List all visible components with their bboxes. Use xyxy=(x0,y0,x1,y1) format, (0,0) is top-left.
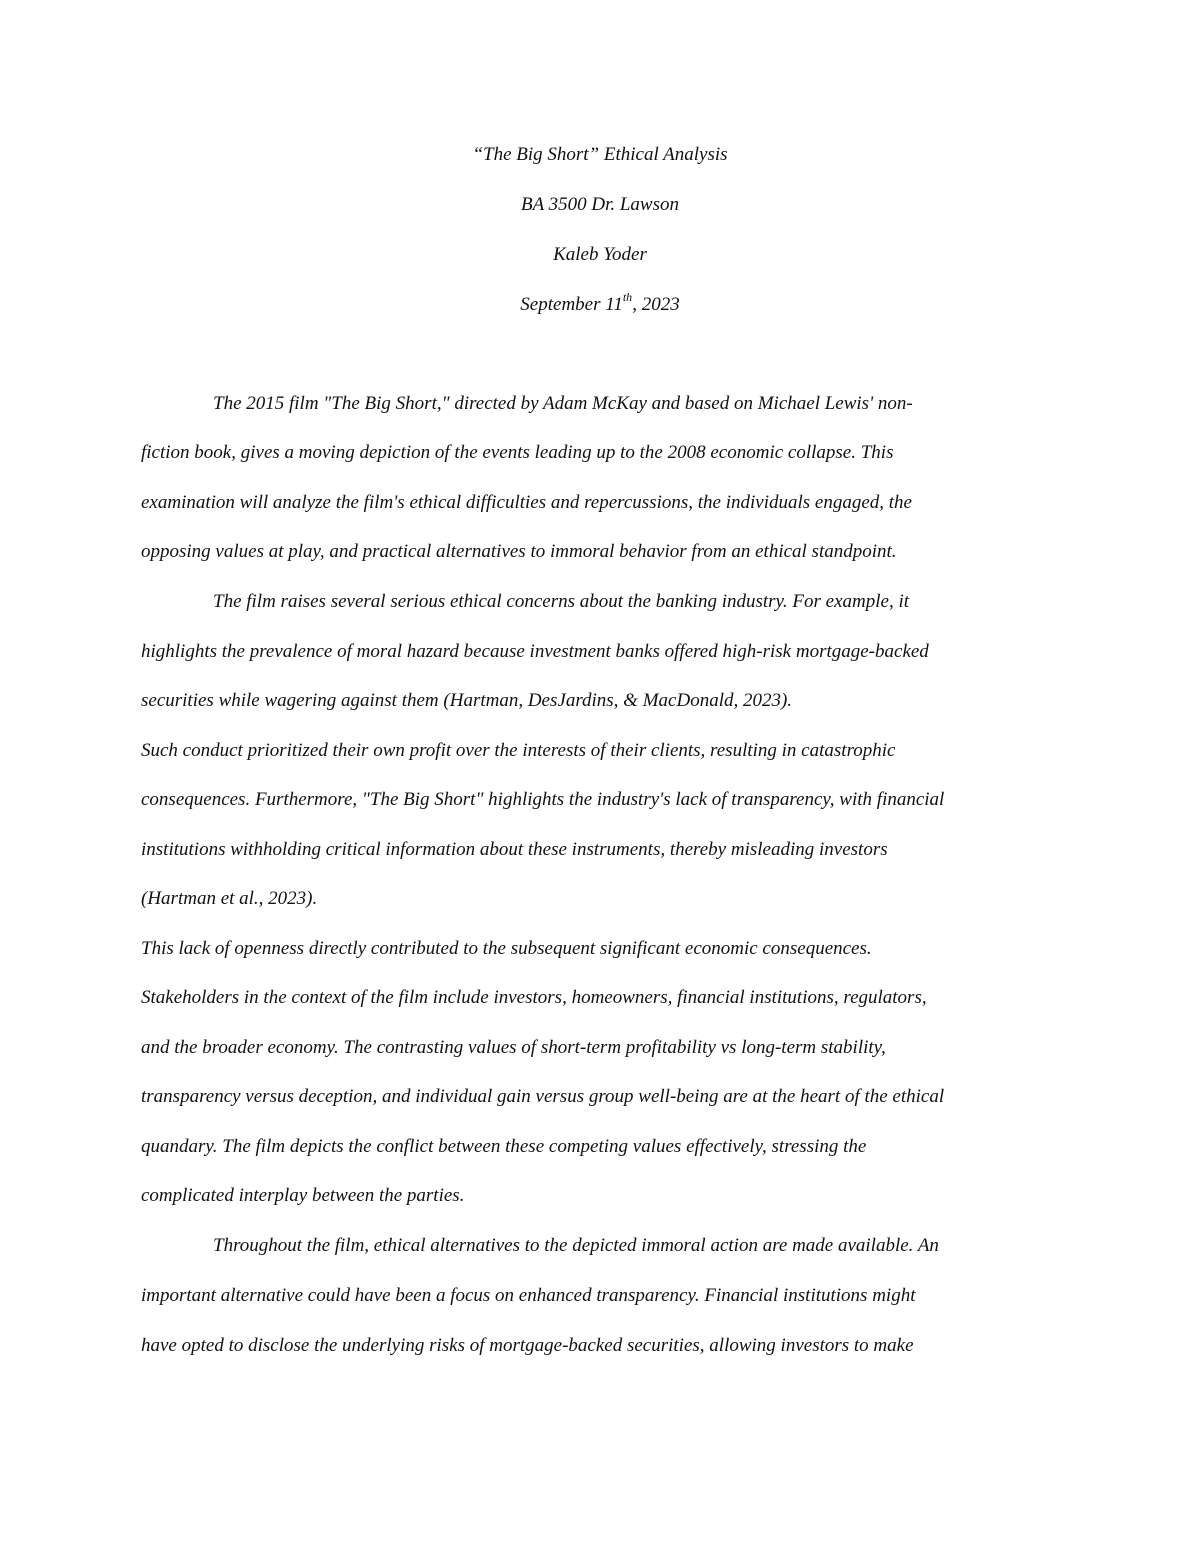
body-line: examination will analyze the film's ethical difficulties and repercussions, the individuals engaged, the xyxy=(141,492,912,513)
date-suffix: , 2023 xyxy=(632,294,680,315)
body-line: This lack of openness directly contributed to the subsequent significant economic consequences. xyxy=(141,938,872,959)
body-line: Throughout the film, ethical alternatives to the depicted immoral action are made available. An xyxy=(213,1235,939,1256)
body-line: complicated interplay between the parties. xyxy=(141,1185,465,1206)
body-line: transparency versus deception, and individual gain versus group well-being are at the heart of the ethical xyxy=(141,1086,945,1107)
date-line xyxy=(0,289,1200,317)
body-line: fiction book, gives a moving depiction of the events leading up to the 2008 economic collapse. This xyxy=(141,442,894,463)
body-line: consequences. Furthermore, "The Big Short" highlights the industry's lack of transparency, with financial xyxy=(141,789,945,810)
body-line: important alternative could have been a focus on enhanced transparency. Financial institutions might xyxy=(141,1285,916,1306)
body-line: The film raises several serious ethical concerns about the banking industry. For example, it xyxy=(213,591,910,612)
body-line: Stakeholders in the context of the film include investors, homeowners, financial institutions, regulators, xyxy=(141,987,927,1008)
body-line: securities while wagering against them (Hartman, DesJardins, & MacDonald, 2023). xyxy=(141,690,793,711)
body-line: institutions withholding critical information about these instruments, thereby misleading investors xyxy=(141,839,888,860)
document-title: “The Big Short” Ethical Analysis xyxy=(472,144,728,165)
body-line: and the broader economy. The contrasting values of short-term profitability vs long-term stability, xyxy=(141,1037,886,1058)
date-superscript: th xyxy=(622,289,633,304)
body-line: highlights the prevalence of moral hazard because investment banks offered high-risk mortgage-backed xyxy=(141,641,929,662)
body-line: quandary. The film depicts the conflict between these competing values effectively, stressing the xyxy=(141,1136,867,1157)
body-line: (Hartman et al., 2023). xyxy=(141,888,318,909)
course-line: BA 3500 Dr. Lawson xyxy=(520,194,679,215)
author-line: Kaleb Yoder xyxy=(553,244,647,265)
date-prefix: September 11 xyxy=(520,294,623,315)
body-line: The 2015 film "The Big Short," directed by Adam McKay and based on Michael Lewis' non- xyxy=(213,393,913,414)
body-line: Such conduct prioritized their own profit over the interests of their clients, resulting in catastrophic xyxy=(141,740,896,761)
body-line: have opted to disclose the underlying risks of mortgage-backed securities, allowing investors to make xyxy=(141,1335,914,1356)
body-line: opposing values at play, and practical alternatives to immoral behavior from an ethical standpoint. xyxy=(141,541,897,562)
